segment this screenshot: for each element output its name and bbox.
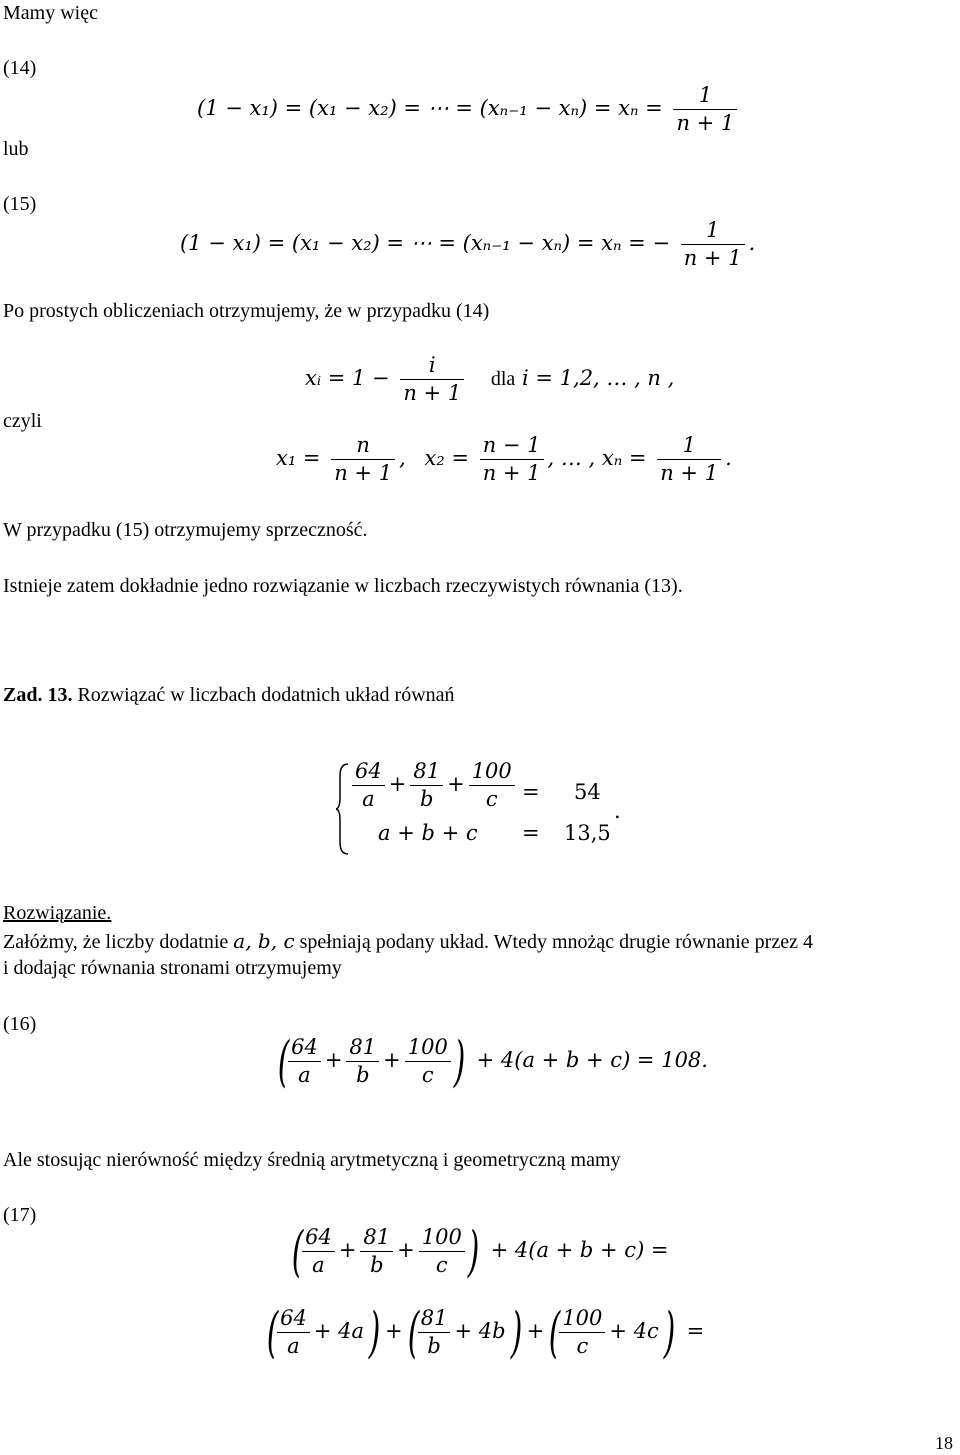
xi-range: i = 1,2, … , n , xyxy=(522,366,675,390)
left-brace-icon xyxy=(336,762,350,856)
eq17-fraction-100 xyxy=(419,1224,465,1279)
fraction-denominator: c xyxy=(435,1253,448,1277)
czyli-text: czyli xyxy=(3,410,42,432)
xn-lhs: , … , xₙ = xyxy=(547,446,647,470)
fraction-numerator: 100 xyxy=(559,1305,605,1333)
fraction-numerator: 64 xyxy=(288,1034,321,1062)
fraction-denominator: c xyxy=(576,1334,589,1358)
fraction-denominator: n + 1 xyxy=(676,111,735,135)
fraction-denominator: n + 1 xyxy=(403,381,462,405)
fraction-denominator: b xyxy=(419,787,434,811)
system-fraction-81 xyxy=(410,758,443,813)
fraction-denominator: n + 1 xyxy=(482,461,541,485)
fraction-numerator: n xyxy=(331,432,395,460)
fraction-numerator: 1 xyxy=(681,217,745,245)
intro-text: Mamy więc xyxy=(3,2,98,24)
equation-15-chain: (1 − x₁) = (x₁ − x₂) = ⋯ = (xₙ₋₁ − xₙ) = xₙ = − xyxy=(180,231,671,255)
x2-lhs: x₂ = xyxy=(424,446,469,470)
system-row-2-equals: = xyxy=(522,821,540,845)
solution-text-b: spełniają podany układ. Wtedy mnożąc drugie równanie przez 4 xyxy=(299,931,813,953)
lub-text: lub xyxy=(3,138,29,160)
fraction-denominator: a xyxy=(312,1253,325,1277)
after-calculation-text: Po prostych obliczeniach otrzymujemy, że w przypadku (14) xyxy=(3,300,490,322)
fraction-numerator: 64 xyxy=(302,1224,335,1252)
contradiction-text: W przypadku (15) otrzymujemy sprzeczność. xyxy=(3,519,368,541)
task-text: Rozwiązać w liczbach dodatnich układ równań xyxy=(77,684,455,706)
fraction-denominator: n + 1 xyxy=(683,246,742,270)
equation-15-period: . xyxy=(748,231,756,255)
fraction-denominator: c xyxy=(485,787,498,811)
eq16-fraction-81 xyxy=(346,1034,379,1089)
page-number: 18 xyxy=(935,1433,953,1453)
fraction-denominator: n + 1 xyxy=(334,461,393,485)
fraction-numerator: 100 xyxy=(469,758,515,786)
xi-lhs: xᵢ = 1 − xyxy=(305,366,390,390)
fraction-numerator: 100 xyxy=(419,1224,465,1252)
task-statement xyxy=(3,683,455,707)
eq17-term-4b: + 4b xyxy=(454,1319,506,1343)
eq17-l2-fraction-64 xyxy=(277,1305,310,1360)
fraction-numerator: 100 xyxy=(405,1034,451,1062)
eq16-fraction-64 xyxy=(288,1034,321,1089)
fraction-numerator: 81 xyxy=(410,758,443,786)
fraction-denominator: b xyxy=(427,1334,441,1358)
eq17-l2-fraction-100 xyxy=(559,1305,605,1360)
period: . xyxy=(725,446,732,470)
fraction-denominator: b xyxy=(356,1063,370,1087)
eq17-l2-fraction-81 xyxy=(418,1305,451,1360)
solution-header: Rozwiązanie. xyxy=(3,902,112,924)
solution-line-1 xyxy=(3,929,813,954)
conclusion-text: Istnieje zatem dokładnie jedno rozwiązanie w liczbach rzeczywistych równania (13). xyxy=(3,575,683,597)
separator: , xyxy=(399,446,406,470)
equation-15-fraction xyxy=(681,217,745,272)
fraction-numerator: 81 xyxy=(346,1034,379,1062)
system-period: . xyxy=(614,799,621,823)
x1-lhs: x₁ = xyxy=(276,446,321,470)
fraction-denominator: a xyxy=(287,1334,300,1358)
eq16-tail: + 4(a + b + c) = 108. xyxy=(476,1048,708,1072)
fraction-numerator: i xyxy=(400,352,464,380)
xn-fraction xyxy=(657,432,721,487)
equation-label-16: (16) xyxy=(3,1013,37,1035)
fraction-numerator: 64 xyxy=(352,758,385,786)
fraction-denominator: n + 1 xyxy=(660,461,719,485)
task-label: Zad. 13. xyxy=(3,684,73,706)
system-row-2-rhs: 13,5 xyxy=(564,821,611,845)
system-fraction-100 xyxy=(469,758,515,813)
fraction-numerator: 81 xyxy=(418,1305,451,1333)
x-values-list xyxy=(276,432,732,487)
eq17-term-4a: + 4a xyxy=(313,1319,364,1343)
dla-text: dla xyxy=(490,368,516,390)
eq16-fraction-100 xyxy=(405,1034,451,1089)
equation-label-14: (14) xyxy=(3,57,37,79)
solution-text-a: Załóżmy, że liczby dodatnie xyxy=(3,931,229,953)
eq17-fraction-81 xyxy=(360,1224,393,1279)
amgm-text: Ale stosując nierówność między średnią arytmetyczną i geometryczną mamy xyxy=(3,1149,621,1171)
equation-17-line-1: ( $\frac{64}{a}$ + $\frac{81}{b}$ + $\frac{100}{c}$ ) + 4(a + b + c) = xyxy=(291,1219,669,1283)
eq17-line-2-equals: = xyxy=(686,1319,705,1343)
fraction-denominator: b xyxy=(370,1253,384,1277)
fraction-denominator: c xyxy=(421,1063,434,1087)
fraction-numerator: 64 xyxy=(277,1305,310,1333)
system-fraction-64 xyxy=(352,758,385,813)
xi-formula xyxy=(305,352,674,407)
equation-label-17: (17) xyxy=(3,1204,37,1226)
fraction-denominator: a xyxy=(362,787,375,811)
equation-17-line-2: ( $\frac{64}{a}$ + 4a) +( $\frac{81}{b}$ + 4b) +( $\frac{100}{c}$ + 4c) = xyxy=(266,1300,705,1364)
xi-fraction xyxy=(400,352,464,407)
eq17-fraction-64 xyxy=(302,1224,335,1279)
solution-line-2: i dodając równania stronami otrzymujemy xyxy=(3,957,342,979)
solution-variables: a, b, c xyxy=(233,929,295,953)
system-row-2-lhs: a + b + c xyxy=(378,821,478,845)
fraction-numerator: 1 xyxy=(657,432,721,460)
x2-fraction xyxy=(480,432,544,487)
eq17-line-1-tail: + 4(a + b + c) = xyxy=(490,1238,669,1262)
equation-14 xyxy=(197,82,741,137)
equation-label-15: (15) xyxy=(3,193,37,215)
fraction-numerator: n − 1 xyxy=(480,432,544,460)
fraction-numerator: 81 xyxy=(360,1224,393,1252)
x1-fraction xyxy=(331,432,395,487)
fraction-denominator: a xyxy=(298,1063,311,1087)
equation-16: ( $\frac{64}{a}$ + $\frac{81}{b}$ + $\frac{100}{c}$ ) + 4(a + b + c) = 108. xyxy=(277,1029,708,1093)
fraction-numerator: 1 xyxy=(673,82,737,110)
equation-14-fraction xyxy=(673,82,737,137)
equation-15 xyxy=(180,217,755,272)
eq17-term-4c: + 4c xyxy=(609,1319,659,1343)
system-row-1-equals: = xyxy=(522,780,540,804)
system-row-1-rhs: 54 xyxy=(574,780,601,804)
system-row-1: $\frac{64}{a}$ + $\frac{81}{b}$ + $\frac{100}{c}$ xyxy=(352,758,519,813)
equation-14-chain: (1 − x₁) = (x₁ − x₂) = ⋯ = (xₙ₋₁ − xₙ) = xₙ = xyxy=(197,96,663,120)
